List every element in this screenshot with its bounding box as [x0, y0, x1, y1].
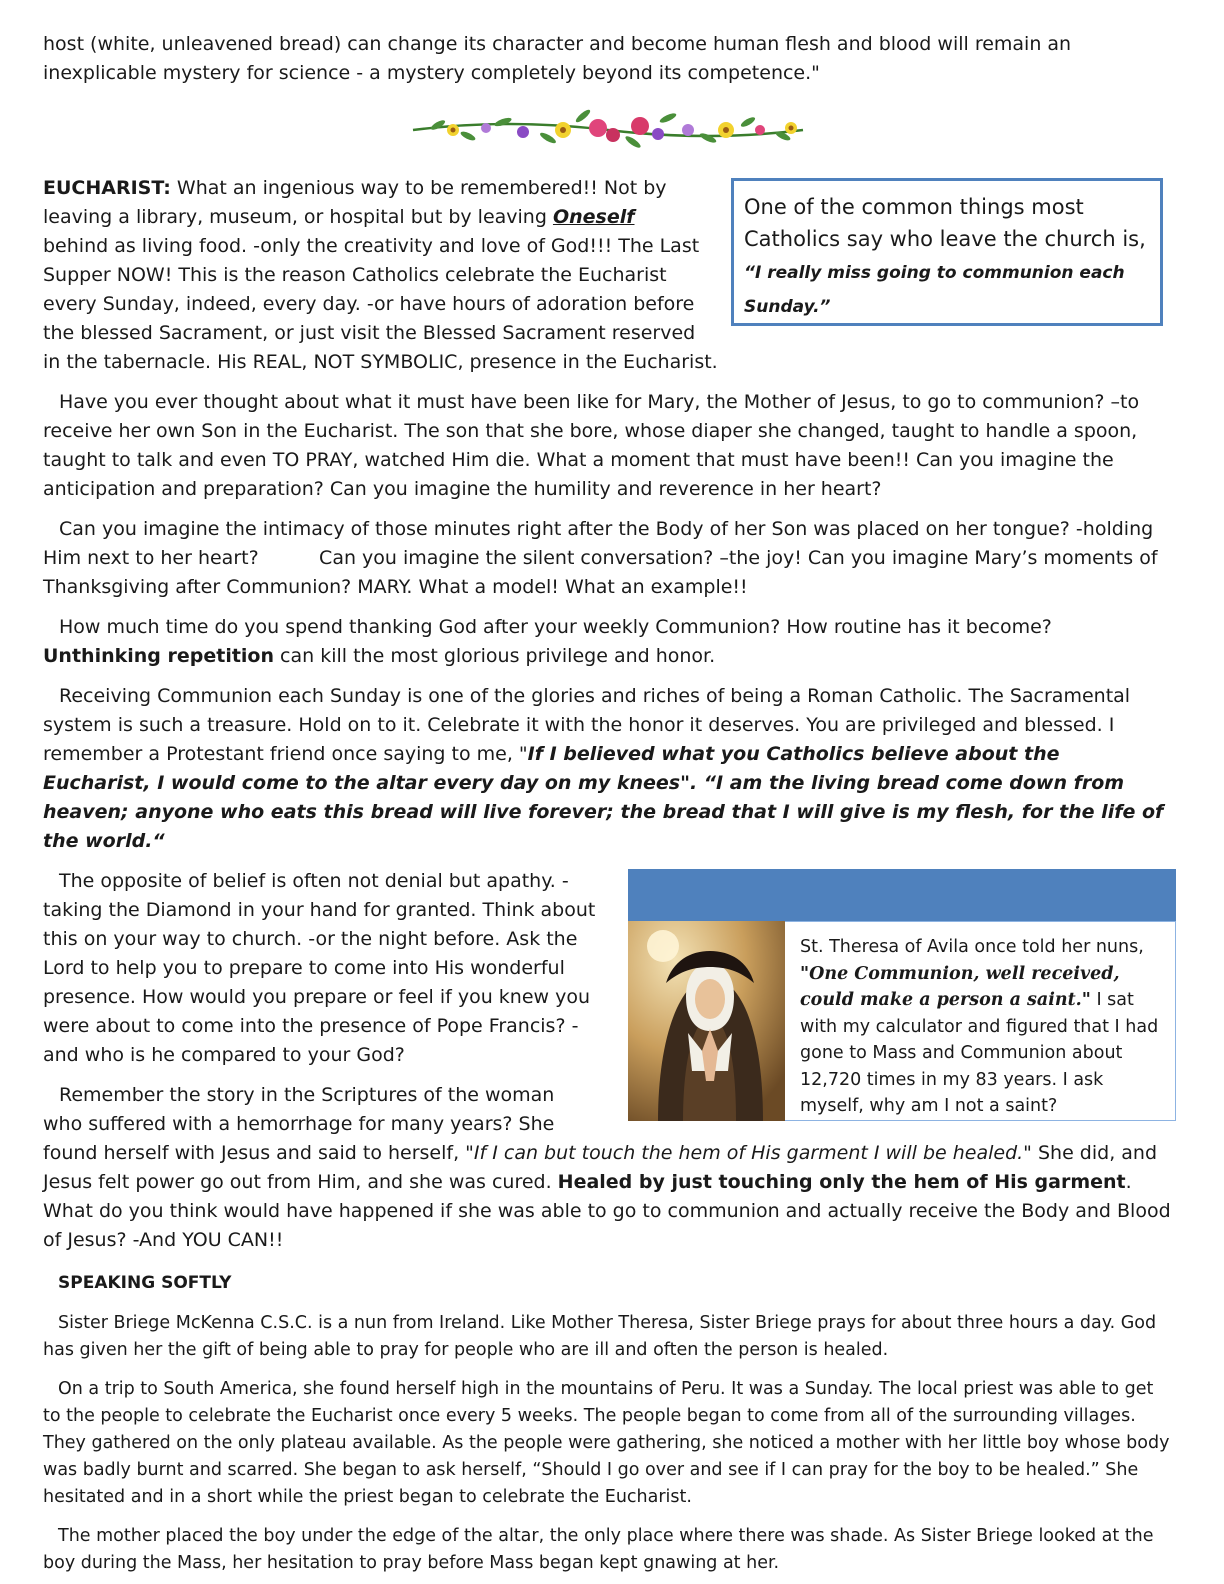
callout-quote: “I really miss going to communion each Sunday.” [744, 263, 1125, 317]
communion-callout-box [731, 178, 1163, 326]
receiving-quote: If I believed what you Catholics believe about the Eucharist, I would come to the altar every day on my knees". “I am the living bread come down from heaven; anyone who eats this bread will live forever; the bread that I will give is my flesh, for the life of the world.“ [43, 743, 1164, 852]
oneself-emphasis: Oneself [552, 206, 635, 228]
st-teresa-box [628, 869, 1176, 1121]
eucharist-text-b: behind as living food. -only the creativity and love of God!!! The Last Supper NOW! This is the reason Catholics celebrate the Eucharist every Sunday, indeed, every day. -or have hours of adoration before the blessed Sacrament, or just visit the Blessed Sacrament reserved in the tabernacle. His REAL, NOT SYMBOLIC, presence in the Eucharist. [43, 235, 718, 373]
callout-text: One of the common things most Catholics say who leave the church is, [744, 195, 1146, 251]
st-teresa-portrait [628, 921, 785, 1121]
time-text-b: can kill the most glorious privilege and honor. [274, 645, 716, 667]
receiving-text: Receiving Communion each Sunday is one of the glories and riches of being a Roman Catholic. The Sacramental system is such a treasure. Hold on to it. Celebrate it with the honor it deserves. You are privileged and blessed. I remember a Protestant friend once saying to me, " [43, 685, 1131, 765]
briege-paragraph-2: On a trip to South America, she found herself high in the mountains of Peru. It was a Sunday. The local priest was able to get to the people to celebrate the Eucharist once every 5 weeks. The people began to come from all of the surrounding villages. They gathered on the only plateau available. As the people were gathering, she noticed a mother with her little boy whose body was badly burnt and scarred. She began to ask herself, “Should I go over and see if I can pray for the boy to be healed.” She hesitated and in a short while the priest began to celebrate the Eucharist. [43, 1379, 1170, 1507]
opposite-paragraph: The opposite of belief is often not denial but apathy. -taking the Diamond in your hand for granted. Think about this on your way to church. -or the night before. Ask the Lord to help you to prepare to come into His wonderful presence. How would you prepare or feel if you knew you were about to come into the presence of Pope Francis? - and who is he compared to your God? [43, 870, 596, 1066]
unthinking-repetition: Unthinking repetition [43, 645, 275, 667]
time-paragraph [43, 613, 1173, 671]
receiving-paragraph [43, 682, 1173, 856]
speaking-softly-heading: SPEAKING SOFTLY [58, 1273, 232, 1293]
healed-emphasis: Healed by just touching only the hem of His garment [557, 1171, 1126, 1193]
teresa-text-box [785, 921, 1176, 1121]
teresa-quote: "One Communion, well received, could make a person a saint." [800, 963, 1120, 1010]
briege-paragraph-3: The mother placed the boy under the edge of the altar, the only place where there was shade. As Sister Briege looked at the boy during the Mass, her hesitation to pray before Mass began kept gnawing at her. [43, 1526, 1154, 1573]
teresa-header-bar [628, 869, 1176, 921]
floral-divider [408, 100, 808, 160]
briege-paragraph-1: Sister Briege McKenna C.S.C. is a nun from Ireland. Like Mother Theresa, Sister Briege prays for about three hours a day. God has given her the gift of being able to pray for people who are ill and often the person is healed. [43, 1313, 1157, 1360]
intro-paragraph: host (white, unleavened bread) can change its character and become human flesh and blood will remain an inexplicable mystery for science - a mystery completely beyond its competence." [43, 33, 1072, 84]
woman-text-c: . What do you think would have happened if she was able to go to communion and actually receive the Body and Blood of Jesus? -And YOU CAN!! [43, 1171, 1171, 1251]
eucharist-text-a: What an ingenious way to be remembered!! Not by leaving a library, museum, or hospital but by leaving [43, 177, 667, 228]
time-text-a: How much time do you spend thanking God after your weekly Communion? How routine has it become? [59, 616, 1052, 638]
teresa-text-b: I sat with my calculator and figured that I had gone to Mass and Communion about 12,720 times in my 83 years. I ask myself, why am I not a saint? [800, 990, 1159, 1116]
eucharist-label: EUCHARIST: [43, 177, 171, 199]
teresa-text-a: St. Theresa of Avila once told her nuns, [800, 937, 1144, 957]
woman-text-a: Remember the story in the Scriptures of the woman who suffered with a hemorrhage for many years? She found herself with Jesus and said to herself, [43, 1084, 555, 1164]
mary-paragraph-1: Have you ever thought about what it must have been like for Mary, the Mother of Jesus, to go to communion? –to receive her own Son in the Eucharist. The son that she bore, whose diaper she changed, taught to handle a spoon, taught to talk and even TO PRAY, watched Him die. What a moment that must have been!! Can you imagine the anticipation and preparation? Can you imagine the humility and reverence in her heart? [43, 391, 1140, 500]
mary-paragraph-2: Can you imagine the intimacy of those minutes right after the Body of her Son was placed on her tongue? -holding Him next to her heart? Can you imagine the silent conversation? –the joy! Can you imagine Mary’s moments of Thanksgiving after Communion? MARY. What a model! What an example!! [43, 518, 1164, 598]
document-page [43, 30, 1173, 1577]
woman-text-b: She did, and Jesus felt power go out from Him, and she was cured. [43, 1142, 1158, 1193]
woman-quote: "If I can but touch the hem of His garment I will be healed." [465, 1142, 1032, 1164]
